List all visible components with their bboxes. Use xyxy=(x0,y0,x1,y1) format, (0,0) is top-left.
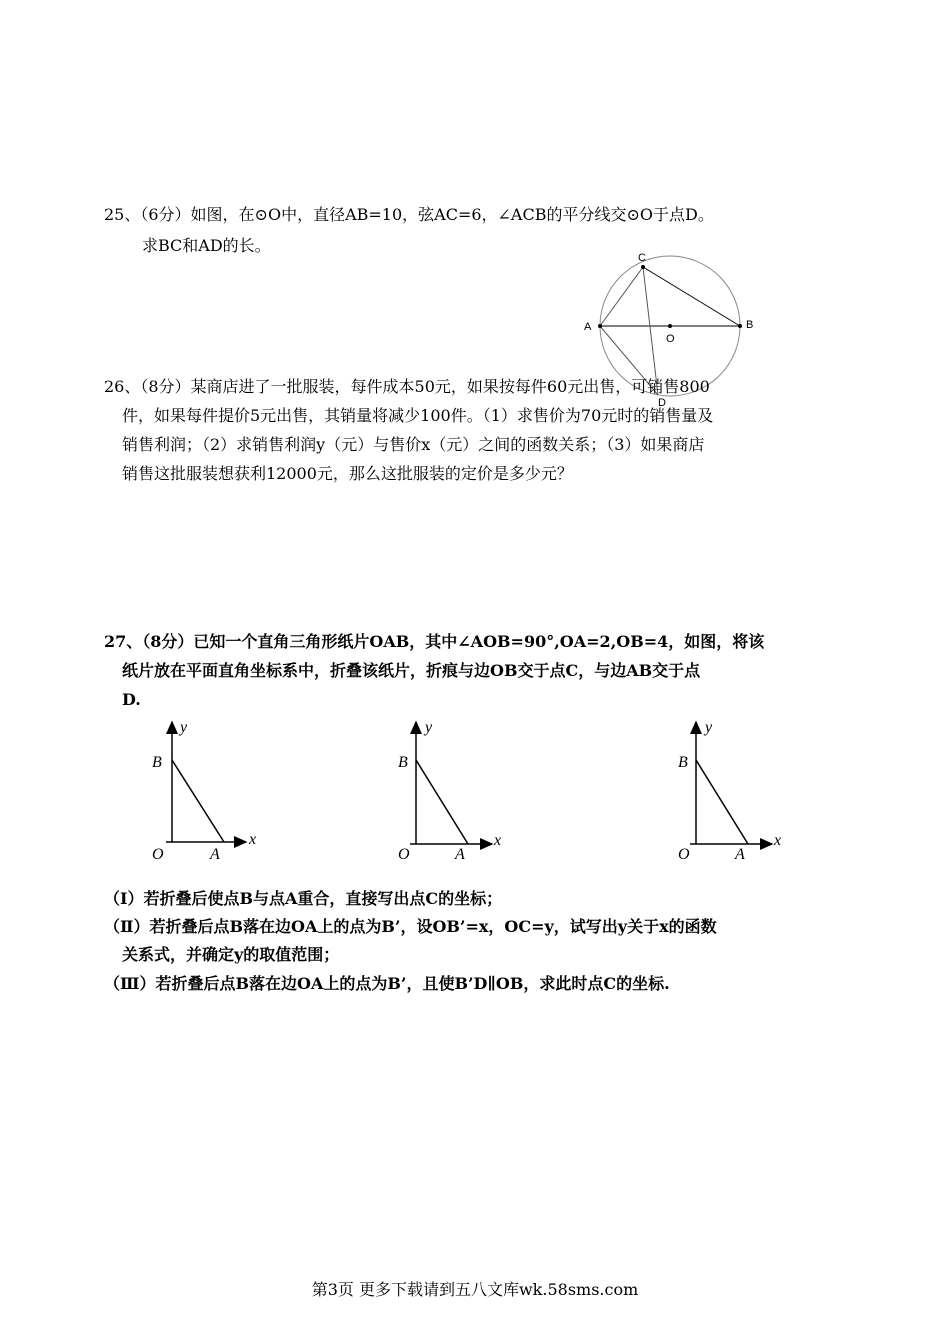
point-label-a: A xyxy=(455,846,465,863)
point-label-d: D xyxy=(658,397,666,406)
q26-text-line1: 26、（8分）某商店进了一批服装，每件成本50元，如果按每件60元出售，可销售800 xyxy=(104,377,710,396)
axis-label-x: x xyxy=(774,832,782,849)
coordinate-figure-1 xyxy=(146,714,266,864)
axis-label-y: y xyxy=(705,719,713,736)
point-label-a: A xyxy=(584,321,592,333)
q27-part2-line2: 关系式，并确定y的取值范围； xyxy=(122,945,340,964)
axis-label-y: y xyxy=(180,719,188,736)
q25-text-line1: 25、（6分）如图，在⊙O中，直径AB=10，弦AC=6，∠ACB的平分线交⊙O于点D。 xyxy=(104,205,714,224)
q27-text-line1: 27、（8分）已知一个直角三角形纸片OAB，其中∠AOB=90°,OA=2,OB=4，如图，将该 xyxy=(104,632,765,651)
point-label-a: A xyxy=(210,846,220,863)
coordinate-figure-2 xyxy=(392,714,512,864)
point-label-b: B xyxy=(398,754,408,771)
q27-text-line2: 纸片放在平面直角坐标系中，折叠该纸片，折痕与边OB交于点C，与边AB交于点 xyxy=(122,661,701,680)
q26-text-line4: 销售这批服装想获利12000元，那么这批服装的定价是多少元？ xyxy=(122,464,573,483)
axis-label-x: x xyxy=(249,831,257,848)
q26-text-line2: 件，如果每件提价5元出售，其销量将减少100件。（1）求售价为70元时的销售量及 xyxy=(122,406,714,425)
point-label-b: B xyxy=(678,754,688,771)
point-label-b: B xyxy=(152,754,162,771)
point-label-b: B xyxy=(746,319,754,331)
q26-text-line3: 销售利润；（2）求销售利润y（元）与售价x（元）之间的函数关系；（3）如果商店 xyxy=(122,435,705,454)
point-label-o: O xyxy=(678,846,690,863)
point-label-o: O xyxy=(398,846,410,863)
q27-text-line3: D. xyxy=(122,690,141,709)
coordinate-figure-3 xyxy=(672,714,792,864)
point-label-o: O xyxy=(666,333,675,345)
q25-text-line2: 求BC和AD的长。 xyxy=(142,236,271,255)
point-label-a: A xyxy=(735,846,745,863)
q27-part3: （Ⅲ）若折叠后点B落在边OA上的点为B’，且使B’D∥OB，求此时点C的坐标. xyxy=(104,974,670,993)
axis-label-y: y xyxy=(425,719,433,736)
page-footer: 第3页 更多下载请到五八文库wk.58sms.com xyxy=(311,1280,639,1299)
q27-part1: （Ⅰ）若折叠后使点B与点A重合，直接写出点C的坐标； xyxy=(104,889,503,908)
axis-label-x: x xyxy=(494,832,502,849)
point-label-o: O xyxy=(152,846,164,863)
q27-part2-line1: （Ⅱ）若折叠后点B落在边OA上的点为B’，设OB’=x，OC=y，试写出y关于x的函数 xyxy=(104,917,717,936)
point-label-c: C xyxy=(638,252,646,264)
